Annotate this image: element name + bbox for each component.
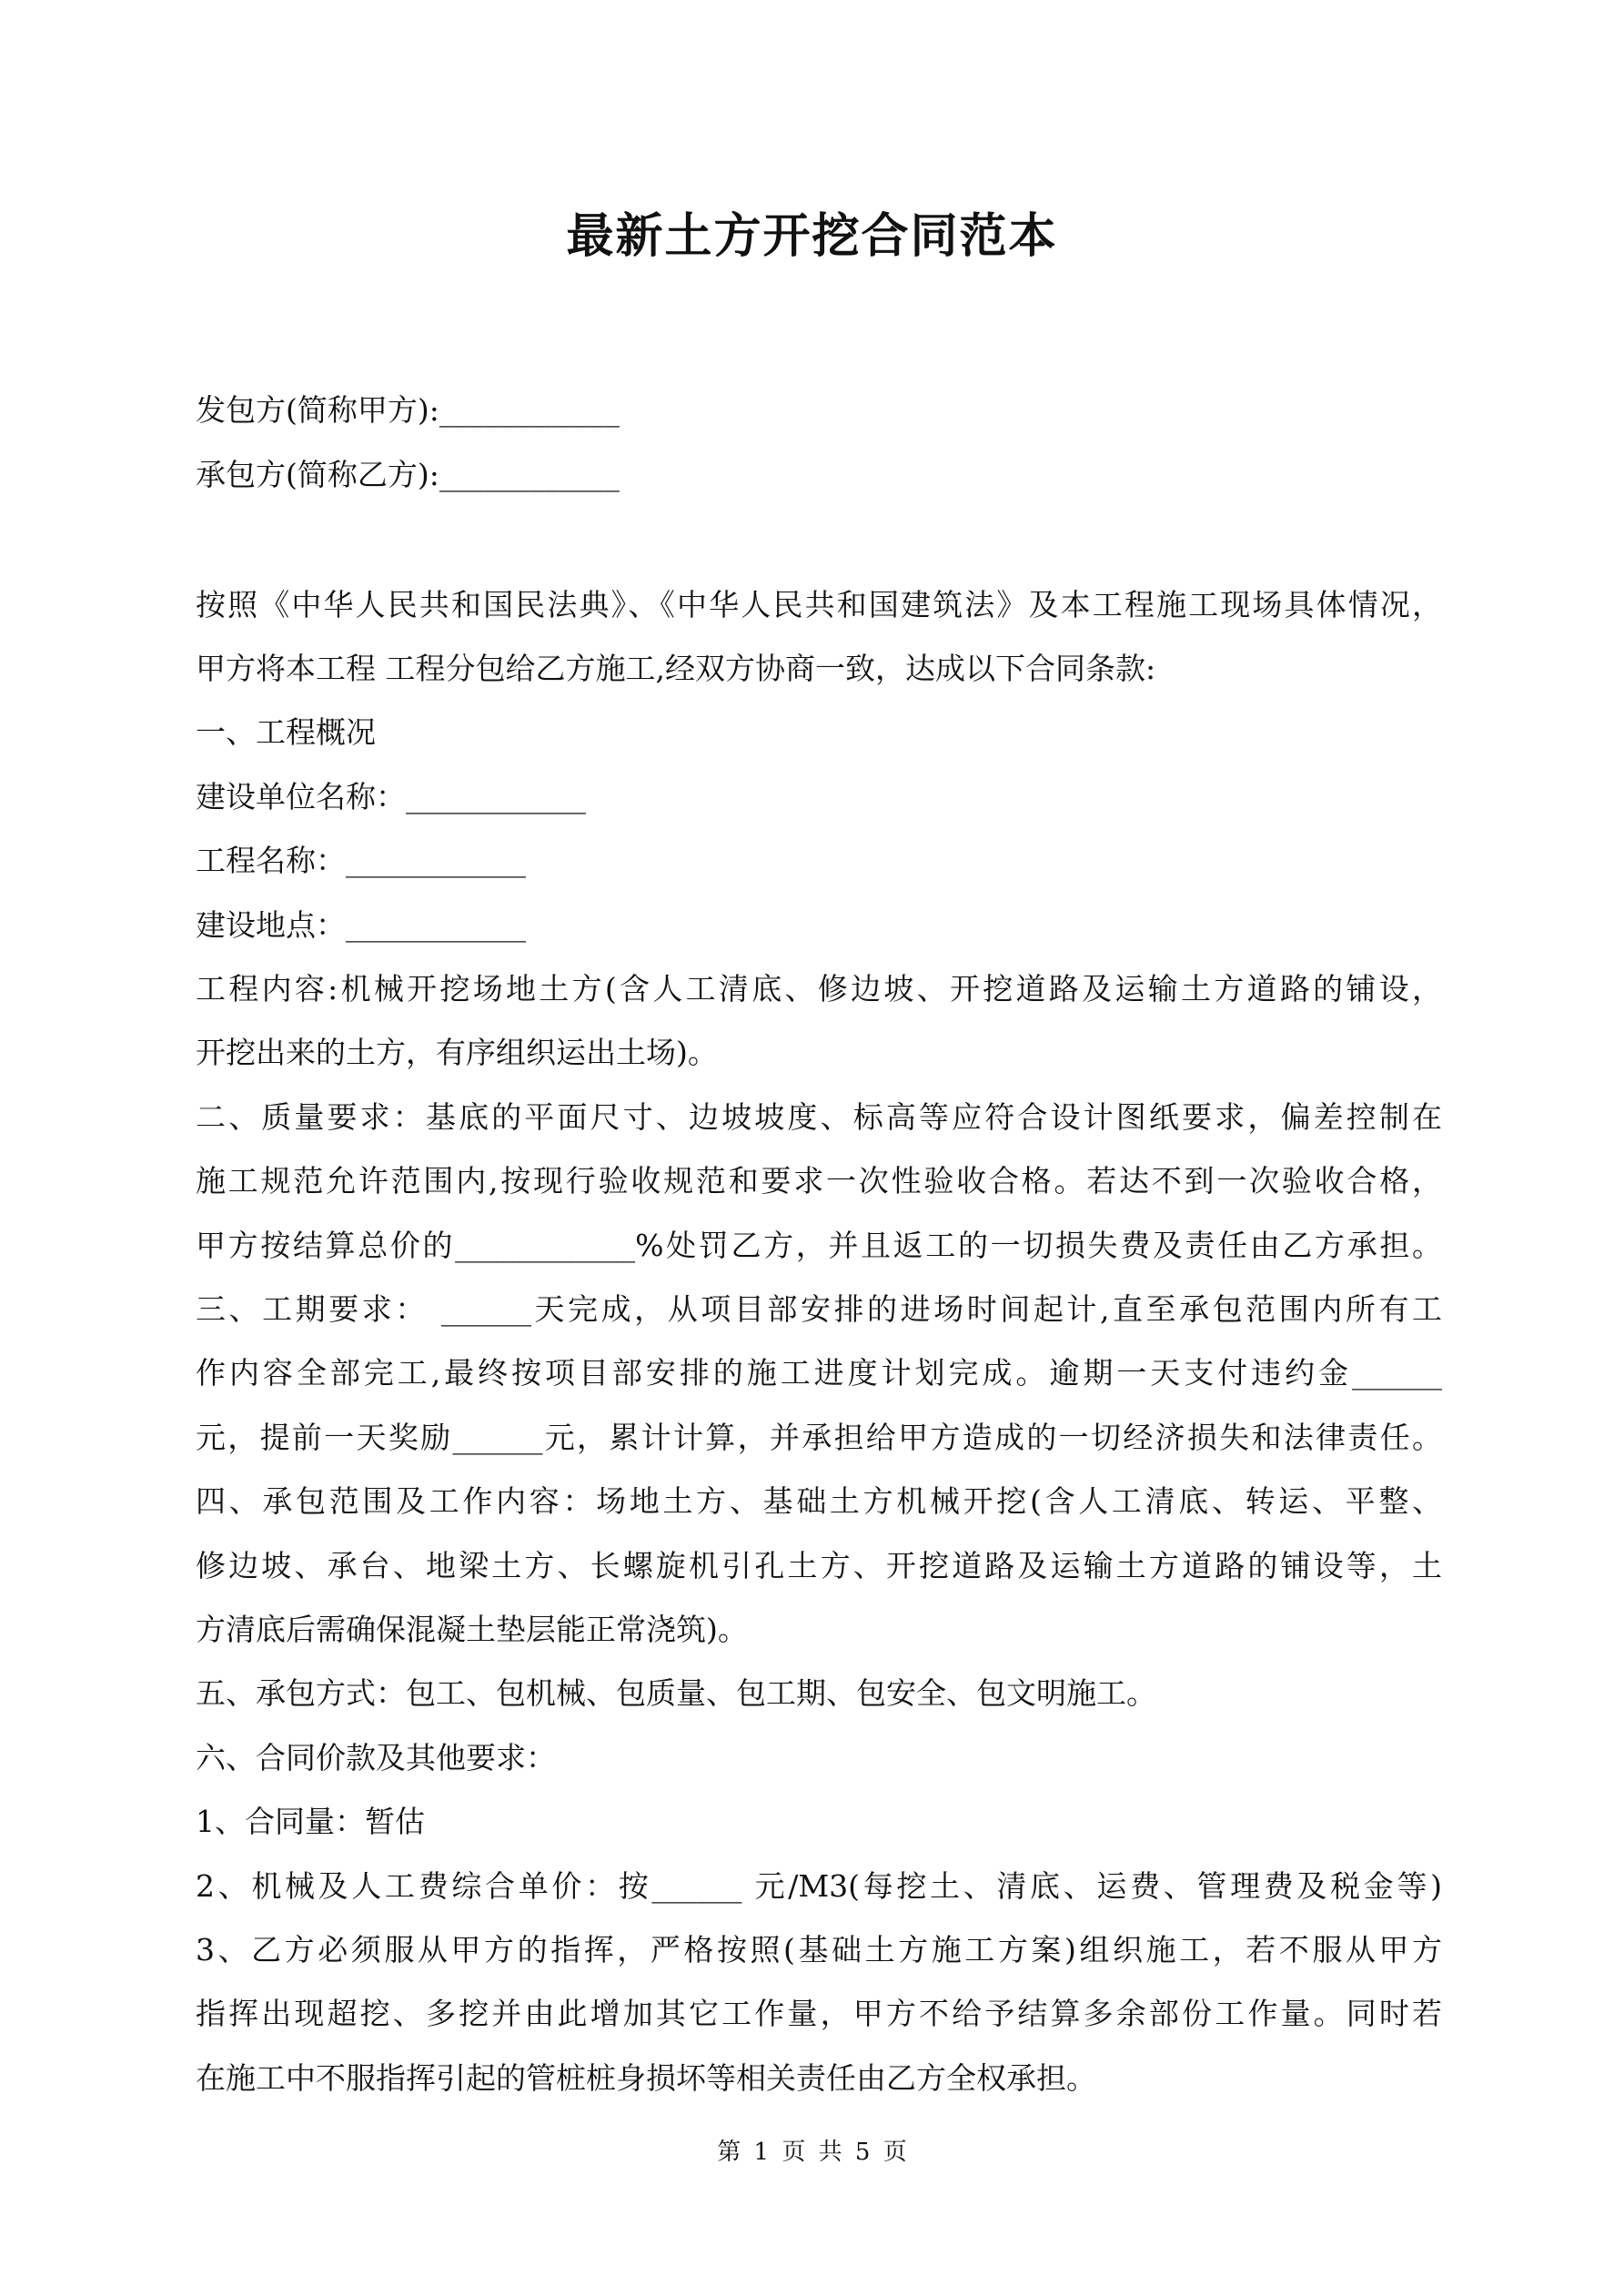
paragraph-line: 方清底后需确保混凝土垫层能正常浇筑)。 <box>196 1612 748 1647</box>
section-heading: 六、合同价款及其他要求： <box>196 1740 556 1775</box>
section-heading: 一、工程概况 <box>196 714 376 750</box>
paragraph-line: 修边坡、承台、地梁土方、长螺旋机引孔土方、开挖道路及运输土方道路的铺设等，土 <box>196 1548 1442 1583</box>
paragraph-line: 甲方按结算总价的____________%处罚乙方，并且返工的一切损失费及责任由乙方承担。 <box>196 1228 1442 1263</box>
paragraph-line: 作内容全部完工,最终按项目部安排的施工进度计划完成。逾期一天支付违约金______ <box>196 1355 1442 1391</box>
paragraph-line: 施工规范允许范围内,按现行验收规范和要求一次性验收合格。若达不到一次验收合格， <box>196 1163 1442 1199</box>
party-b-line: 承包方(简称乙方):____________ <box>196 457 620 492</box>
paragraph-line: 四、承包范围及工作内容：场地土方、基础土方机械开挖(含人工清底、转运、平整、 <box>196 1483 1442 1519</box>
paragraph-line: 三、工期要求： ______天完成，从项目部安排的进场时间起计,直至承包范围内所有工 <box>196 1291 1442 1327</box>
paragraph-line: 指挥出现超挖、多挖并由此增加其它工作量，甲方不给予结算多余部份工作量。同时若 <box>196 1996 1442 2031</box>
list-item: 3、乙方必须服从甲方的指挥，严格按照(基础土方施工方案)组织施工，若不服从甲方 <box>196 1932 1442 1967</box>
paragraph-line: 按照《中华人民共和国民法典》、《中华人民共和国建筑法》及本工程施工现场具体情况， <box>196 587 1442 622</box>
paragraph-line: 二、质量要求：基底的平面尺寸、边坡坡度、标高等应符合设计图纸要求，偏差控制在 <box>196 1099 1442 1135</box>
paragraph-line: 在施工中不服指挥引起的管桩桩身损坏等相关责任由乙方全权承担。 <box>196 2060 1096 2096</box>
list-item: 2、机械及人工费综合单价：按______ 元/M3(每挖土、清底、运费、管理费及税金等) <box>196 1868 1442 1904</box>
party-a-line: 发包方(简称甲方):____________ <box>196 392 620 428</box>
field-line: 建设地点：____________ <box>196 907 526 943</box>
list-item: 1、合同量：暂估 <box>196 1804 425 1839</box>
paragraph-line: 五、承包方式：包工、包机械、包质量、包工期、包安全、包文明施工。 <box>196 1675 1156 1711</box>
paragraph-line: 工程内容:机械开挖场地土方(含人工清底、修边坡、开挖道路及运输土方道路的铺设， <box>196 971 1442 1006</box>
paragraph-line: 甲方将本工程 工程分包给乙方施工,经双方协商一致，达成以下合同条款: <box>196 651 1156 686</box>
field-line: 工程名称：____________ <box>196 843 526 878</box>
paragraph-line: 元，提前一天奖励______元，累计计算，并承担给甲方造成的一切经济损失和法律责任。 <box>196 1420 1442 1455</box>
page-footer: 第 1 页 共 5 页 <box>717 2139 907 2166</box>
document-title: 最新土方开挖合同范本 <box>566 208 1058 264</box>
field-line: 建设单位名称：____________ <box>196 779 586 814</box>
paragraph-line: 开挖出来的土方，有序组织运出土场)。 <box>196 1035 718 1070</box>
